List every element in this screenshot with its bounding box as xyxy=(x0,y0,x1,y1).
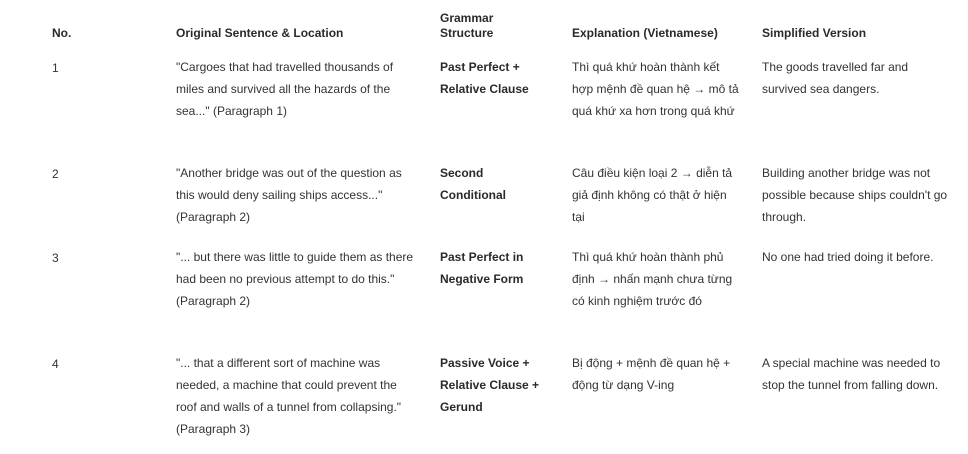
row-number: 4 xyxy=(52,357,59,371)
header-no: No. xyxy=(52,26,72,40)
header-original-sentence: Original Sentence & Location xyxy=(176,26,344,40)
simplified-version: Building another bridge was not possible because ships couldn't go through. xyxy=(762,166,948,224)
simplified-version: A special machine was needed to stop the tunnel from falling down. xyxy=(762,356,941,392)
header-simplified-version: Simplified Version xyxy=(762,26,867,40)
explanation: Bị động + mệnh đề quan hệ + động từ dạng V-ing xyxy=(572,356,731,392)
header-explanation: Explanation (Vietnamese) xyxy=(572,26,718,40)
header-grammar-structure: Grammar Structure xyxy=(440,11,494,40)
grammar-structure: Past Perfect in Negative Form xyxy=(440,250,524,286)
original-sentence: "Cargoes that had travelled thousands of miles and survived all the hazards of the sea..." (Paragraph 1) xyxy=(176,60,394,118)
explanation: Thì quá khứ hoàn thành phủ định → nhấn mạnh chưa từng có kinh nghiệm trước đó xyxy=(572,250,733,308)
original-sentence: "... that a different sort of machine was needed, a machine that could prevent the roof and walls of a tunnel from collapsing." (Paragraph 3) xyxy=(176,356,402,436)
original-sentence: "... but there was little to guide them as there had been no previous attempt to do this." (Paragraph 2) xyxy=(176,250,414,308)
row-number: 3 xyxy=(52,251,59,265)
explanation: Câu điều kiện loại 2 → diễn tả giả định không có thật ở hiện tại xyxy=(572,166,733,224)
grammar-structure: Second Conditional xyxy=(440,166,506,202)
simplified-version: No one had tried doing it before. xyxy=(762,250,934,264)
original-sentence: "Another bridge was out of the question as this would deny sailing ships access..." (Paragraph 2) xyxy=(176,166,402,224)
explanation: Thì quá khứ hoàn thành kết hợp mệnh đề quan hệ → mô tả quá khứ xa hơn trong quá khứ xyxy=(572,60,739,118)
grammar-structure: Past Perfect + Relative Clause xyxy=(440,60,529,96)
row-number: 1 xyxy=(52,61,59,75)
grammar-structure: Passive Voice + Relative Clause + Gerund xyxy=(440,356,540,414)
simplified-version: The goods travelled far and survived sea dangers. xyxy=(762,60,909,96)
row-number: 2 xyxy=(52,167,59,181)
